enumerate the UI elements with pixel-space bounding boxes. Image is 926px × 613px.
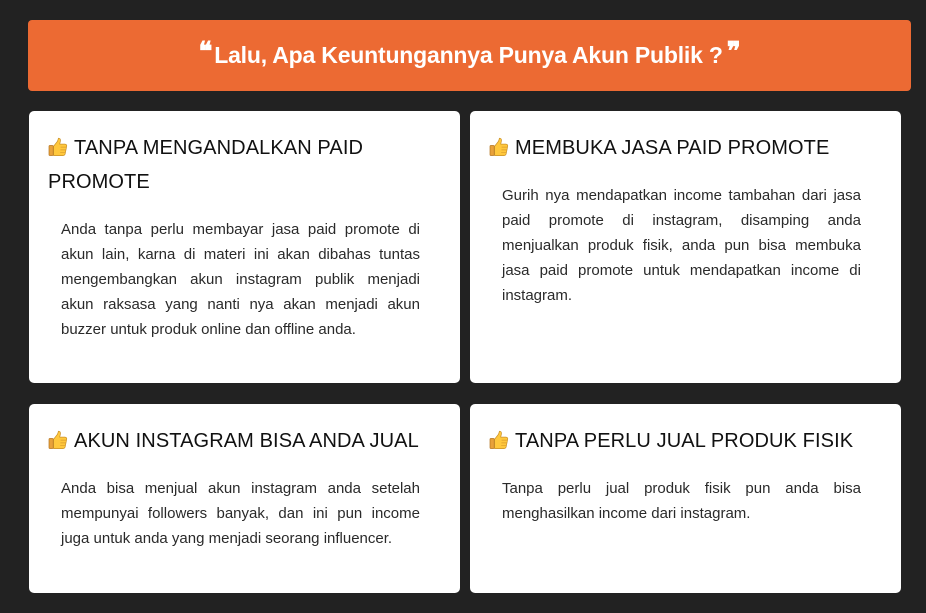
banner-title: Lalu, Apa Keuntungannya Punya Akun Publik ? xyxy=(214,42,723,68)
card-title xyxy=(48,424,430,458)
thumbs-up-icon xyxy=(489,137,509,157)
card-title xyxy=(489,424,871,458)
thumbs-up-icon xyxy=(489,430,509,450)
card-description: Gurih nya mendapatkan income tambahan dari jasa paid promote di instagram, disamping anda menjualkan produk fisik, anda pun bisa membuka jasa paid promote untuk mendapatkan income di instagram. xyxy=(502,187,861,304)
thumbs-up-icon xyxy=(48,430,68,450)
card-title-text: TANPA MENGANDALKAN PAID PROMOTE xyxy=(48,137,364,193)
card-description: Anda bisa menjual akun instagram anda setelah mempunyai followers banyak, dan ini pun income juga untuk anda yang menjadi seorang influencer. xyxy=(61,480,420,547)
card-title xyxy=(48,131,430,199)
card-description: Tanpa perlu jual produk fisik pun anda bisa menghasilkan income dari instagram. xyxy=(502,480,861,522)
open-quote-icon: ❝ xyxy=(198,36,213,67)
benefit-card xyxy=(29,404,460,593)
card-description: Anda tanpa perlu membayar jasa paid promote di akun lain, karna di materi ini akan dibahas tuntas mengembangkan akun instagram publik menjadi akun raksasa yang nanti nya akan menjadi akun buzzer untuk produk online dan offline anda. xyxy=(61,221,420,338)
header-banner xyxy=(28,20,911,91)
close-quote-icon: ❞ xyxy=(726,36,741,67)
card-title-text: AKUN INSTAGRAM BISA ANDA JUAL xyxy=(74,430,419,452)
card-title-text: TANPA PERLU JUAL PRODUK FISIK xyxy=(515,430,854,452)
thumbs-up-icon xyxy=(48,137,68,157)
benefit-card xyxy=(470,111,901,383)
benefit-card xyxy=(29,111,460,383)
benefit-card xyxy=(470,404,901,593)
card-title xyxy=(489,131,871,165)
card-title-text: MEMBUKA JASA PAID PROMOTE xyxy=(515,137,830,159)
